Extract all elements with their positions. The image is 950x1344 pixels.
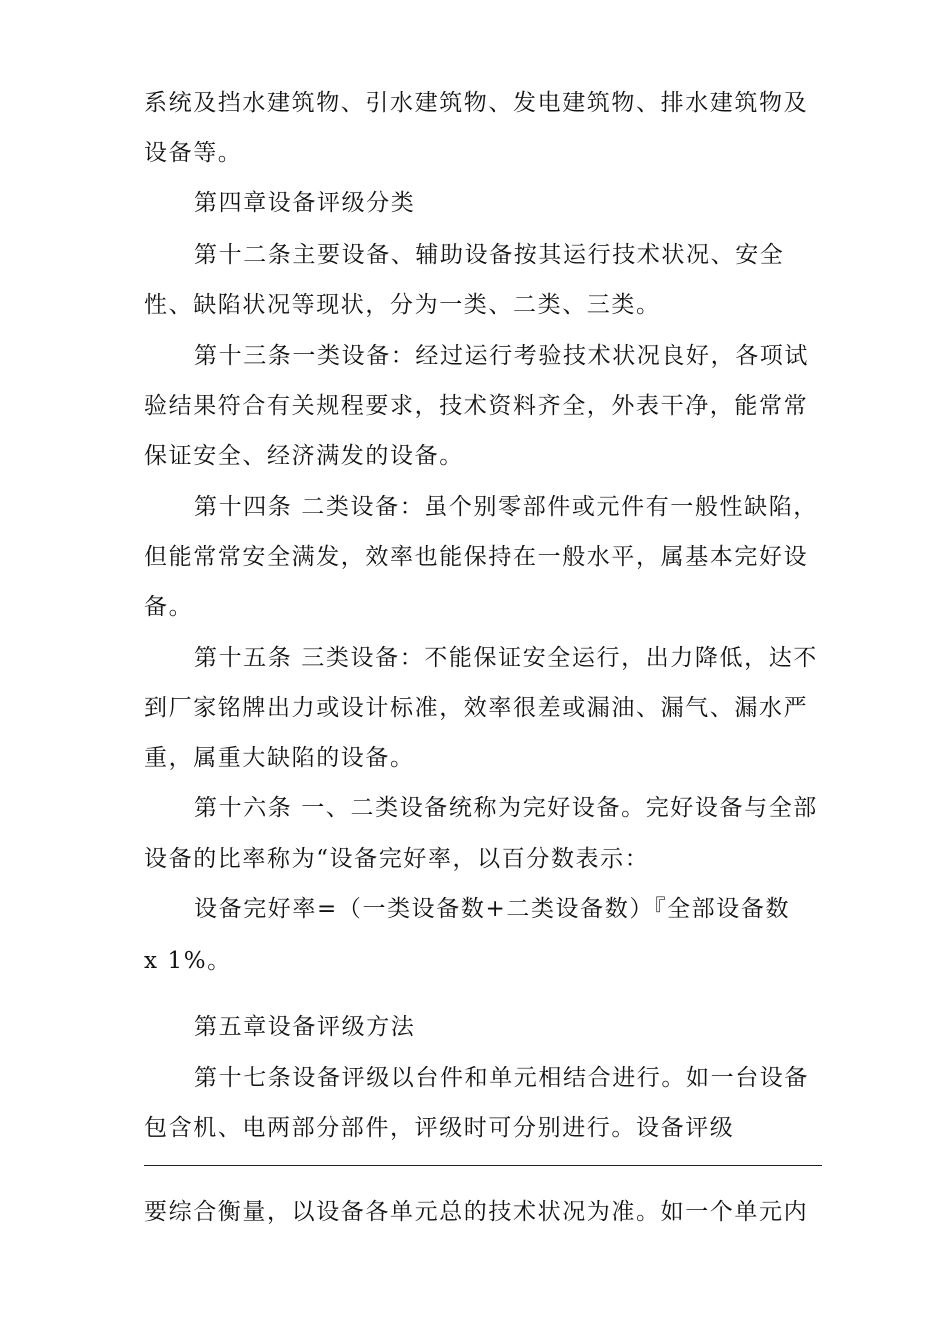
text-line: 性、缺陷状况等现状，分为一类、二类、三类。 bbox=[144, 292, 661, 318]
text-line: 第十四条 二类设备：虽个别零部件或元件有一般性缺陷， bbox=[194, 494, 818, 520]
chapter-heading: 第五章设备评级方法 bbox=[194, 1014, 416, 1040]
text-line: 要综合衡量，以设备各单元总的技术状况为准。如一个单元内 bbox=[144, 1199, 809, 1225]
text-line: 第十五条 三类设备：不能保证安全运行，出力降低，达不 bbox=[194, 645, 818, 671]
text-line: 备。 bbox=[144, 594, 194, 620]
text-line: 到厂家铭牌出力或设计标准，效率很差或漏油、漏气、漏水严 bbox=[144, 695, 809, 721]
text-line: 第十六条 一、二类设备统称为完好设备。完好设备与全部 bbox=[194, 795, 818, 821]
text-line: 验结果符合有关规程要求，技术资料齐全，外表干净，能常常 bbox=[144, 393, 809, 419]
chapter-heading: 第四章设备评级分类 bbox=[194, 190, 416, 216]
formula-line: x 1%。 bbox=[144, 948, 232, 974]
text-line: 第十三条一类设备：经过运行考验技术状况良好，各项试 bbox=[194, 343, 809, 369]
text-line: 设备的比率称为“设备完好率，以百分数表示： bbox=[144, 846, 650, 872]
text-line: 第十七条设备评级以台件和单元相结合进行。如一台设备 bbox=[194, 1065, 809, 1091]
page-divider bbox=[144, 1165, 822, 1166]
text-line: 包含机、电两部分部件，评级时可分别进行。设备评级 bbox=[144, 1115, 735, 1141]
text-line: 第十二条主要设备、辅助设备按其运行技术状况、安全 bbox=[194, 242, 785, 268]
text-line: 系统及挡水建筑物、引水建筑物、发电建筑物、排水建筑物及 bbox=[144, 90, 809, 116]
text-line: 重，属重大缺陷的设备。 bbox=[144, 745, 415, 771]
text-line: 设备等。 bbox=[144, 140, 243, 166]
text-line: 但能常常安全满发，效率也能保持在一般水平，属基本完好设 bbox=[144, 544, 809, 570]
text-line: 保证安全、经济满发的设备。 bbox=[144, 443, 464, 469]
formula-line: 设备完好率=（一类设备数+二类设备数）『全部设备数 bbox=[194, 896, 791, 922]
